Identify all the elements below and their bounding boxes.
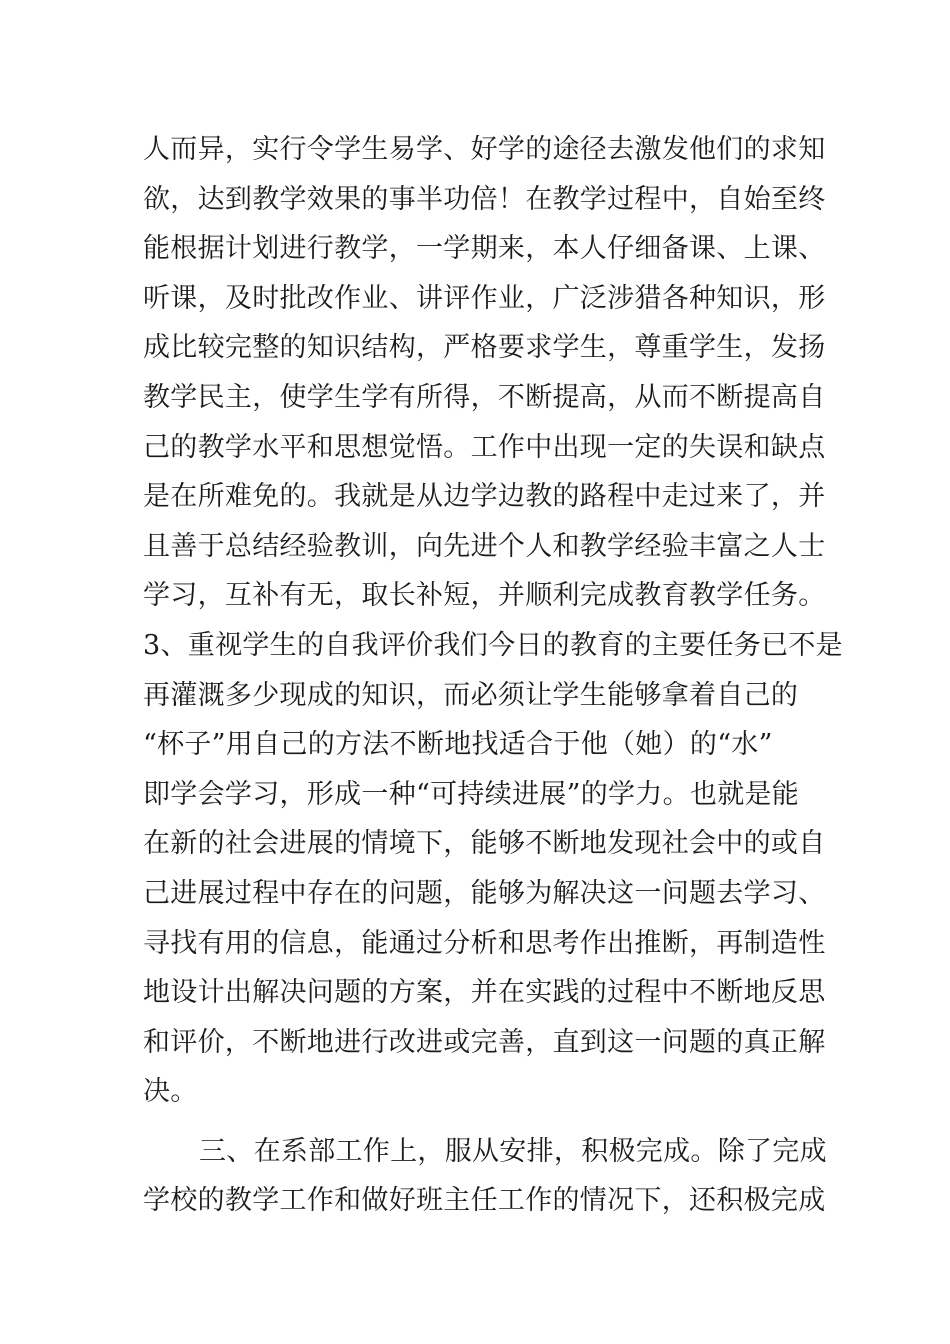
text-line: 在新的社会进展的情境下，能够不断地发现社会中的或自 [143, 828, 826, 860]
paragraph-gap [143, 1117, 843, 1127]
text-line: 己进展过程中存在的问题，能够为解决这一问题去学习、 [143, 877, 826, 909]
text-line: 成比较完整的知识结构，严格要求学生，尊重学生，发扬 [143, 332, 826, 364]
text-line: 即学会学习，形成一种“可持续进展”的学力。也就是能 [143, 778, 800, 810]
text-line: 听课，及时批改作业、讲评作业，广泛涉猎各种知识，形 [143, 282, 826, 314]
text-line: 是在所难免的。我就是从边学边教的路程中走过来了，并 [143, 481, 826, 513]
body-text [143, 125, 843, 1226]
text-line: 和评价，不断地进行改进或完善，直到这一问题的真正解 [143, 1026, 826, 1058]
text-line: 寻找有用的信息，能通过分析和思考作出推断，再制造性 [143, 927, 826, 959]
text-line: 决。 [143, 1076, 198, 1108]
text-line: 人而异，实行令学生易学、好学的途径去激发他们的求知 [143, 134, 826, 165]
text-line: 能根据计划进行教学，一学期来，本人仔细备课、上课、 [143, 233, 826, 265]
text-line: 学校的教学工作和做好班主任工作的情况下，还积极完成 [143, 1185, 826, 1217]
text-line: “杯子”用自己的方法不断地找适合于他（她）的“水” [143, 729, 773, 761]
text-line: 3、重视学生的自我评价我们今日的教育的主要任务已不是 [143, 629, 843, 661]
text-line: 己的教学水平和思想觉悟。工作中出现一定的失误和缺点 [143, 431, 826, 463]
text-line: 且善于总结经验教训，向先进个人和教学经验丰富之人士 [143, 530, 826, 562]
text-line: 学习，互补有无，取长补短，并顺利完成教育教学任务。 [143, 580, 826, 612]
paragraph-first-line: 三、在系部工作上，服从安排，积极完成。除了完成 [199, 1135, 827, 1167]
text-line: 欲，达到教学效果的事半功倍！在教学过程中，自始至终 [143, 183, 826, 215]
text-line: 教学民主，使学生学有所得，不断提高，从而不断提高自 [143, 381, 826, 413]
text-line: 地设计出解决问题的方案，并在实践的过程中不断地反思 [143, 977, 826, 1009]
text-line: 再灌溉多少现成的知识，而必须让学生能够拿着自己的 [143, 679, 799, 711]
